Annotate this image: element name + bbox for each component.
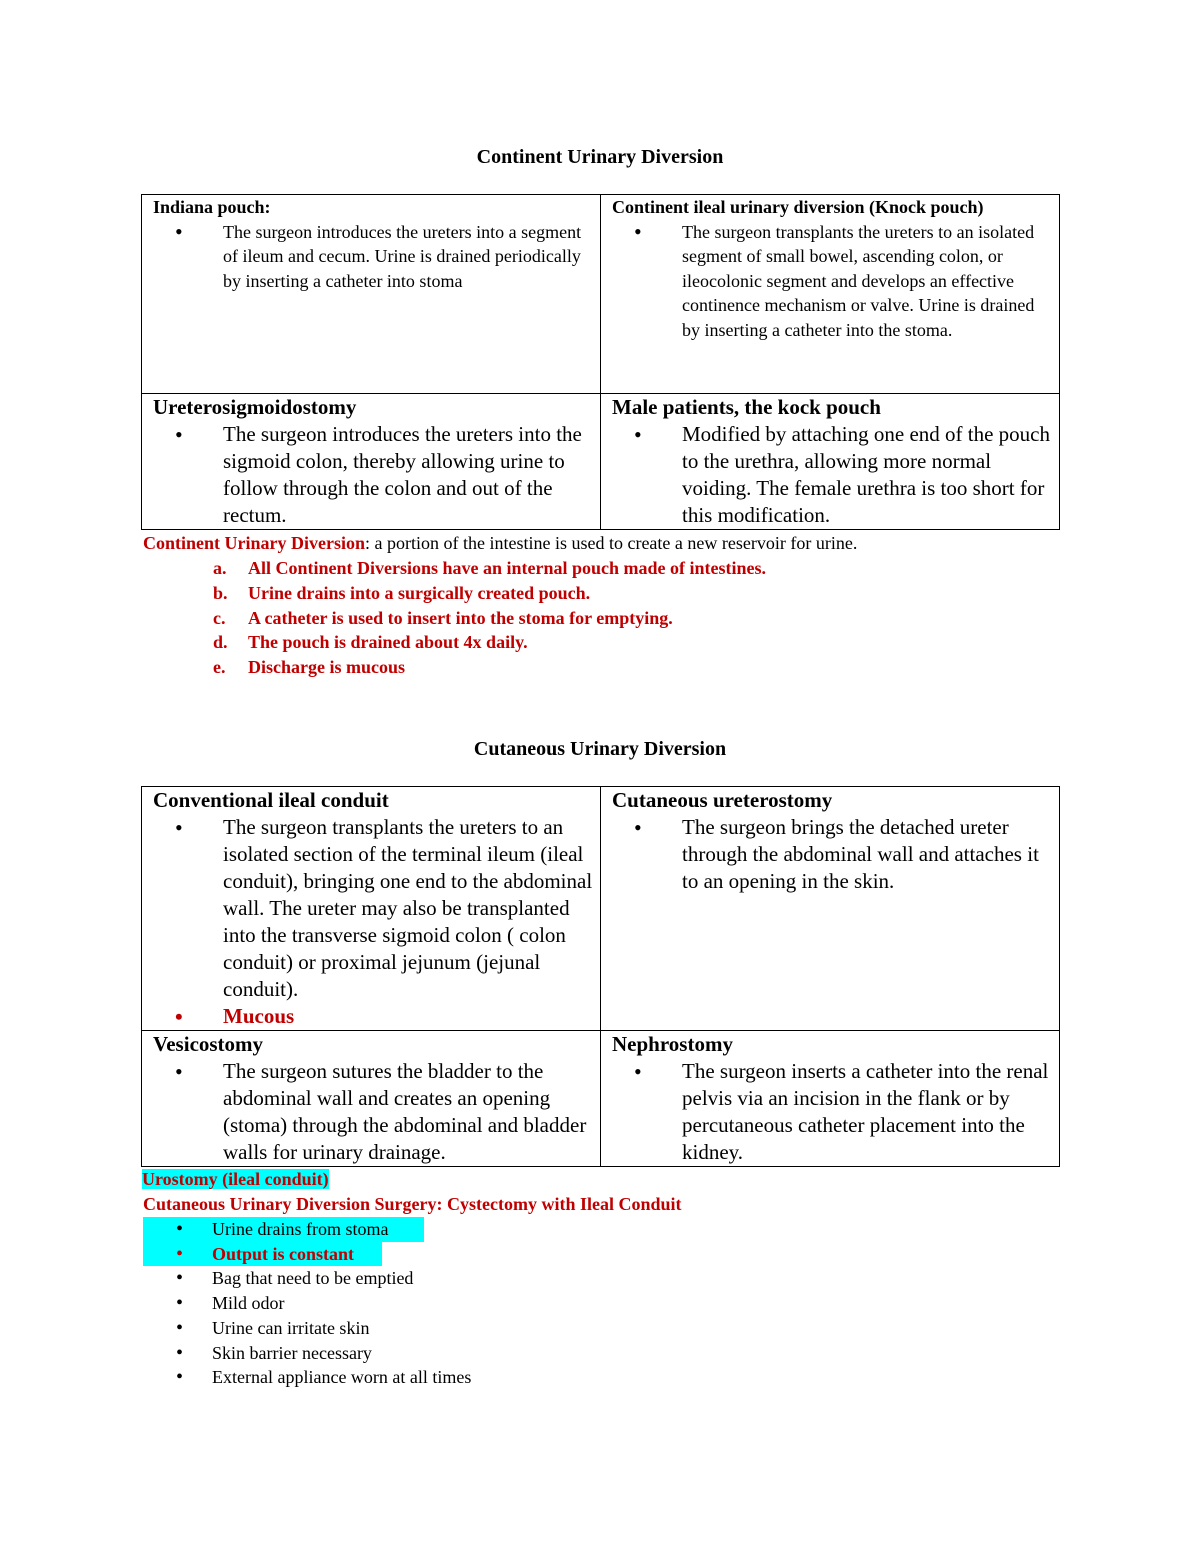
list-text: Bag that need to be emptied — [212, 1268, 414, 1289]
list-item: • The surgeon inserts a catheter into the renal pelvis via an incision in the flank or by percutaneous catheter placement into the kidney. — [682, 1058, 1053, 1166]
continent-diversion-table — [141, 194, 1060, 530]
list-item: • Urine drains from stoma — [143, 1217, 471, 1242]
list-item — [143, 630, 766, 655]
surgery-heading: Cutaneous Urinary Diversion Surgery: Cystectomy with Ileal Conduit — [143, 1194, 682, 1214]
list-item: • The surgeon transplants the ureters to an isolated section of the terminal ileum (ileal conduit), bringing one end to the abdominal wall. The ureter may also be transplanted into the transverse sigmoid colon ( colon conduit) or proximal jejunum (jejunal conduit). — [223, 814, 594, 1003]
table-cell — [601, 394, 1060, 530]
table-cell — [142, 787, 601, 1031]
list-item: • Modified by attaching one end of the pouch to the urethra, allowing more normal voiding. The female urethra is too short for this modification. — [682, 421, 1053, 529]
cell-heading: Vesicostomy — [153, 1032, 264, 1056]
section-title-cutaneous: Cutaneous Urinary Diversion — [473, 738, 727, 760]
list-marker: c. — [213, 607, 226, 628]
list-item: • External appliance worn at all times — [176, 1366, 472, 1389]
cutaneous-diversion-table — [141, 786, 1060, 1167]
table-cell — [601, 1031, 1060, 1167]
list-text: A catheter is used to insert into the stoma for emptying. — [248, 607, 673, 628]
list-item: • The surgeon sutures the bladder to the abdominal wall and creates an opening (stoma) through the abdominal and bladder walls for urinary drainage. — [223, 1058, 594, 1166]
list-item: • Skin barrier necessary — [176, 1341, 372, 1364]
list-item — [143, 655, 766, 680]
list-marker: a. — [213, 558, 227, 578]
list-item: • Mucous — [223, 1003, 594, 1030]
list-item: • The surgeon brings the detached ureter through the abdominal wall and attaches it to an opening in the skin. — [682, 814, 1053, 895]
cell-heading: Nephrostomy — [612, 1032, 733, 1056]
list-item — [143, 556, 766, 581]
table-cell — [601, 787, 1060, 1031]
urostomy-heading: Urostomy (ileal conduit) — [142, 1169, 329, 1189]
list-item: • Mild odor — [176, 1292, 285, 1315]
definition-line — [143, 531, 857, 556]
list-text: The pouch is drained about 4x daily. — [248, 632, 528, 653]
list-item — [143, 606, 766, 631]
definition-term: Continent Urinary Diversion — [143, 533, 365, 553]
table-cell — [142, 195, 601, 394]
list-text: Urine can irritate skin — [212, 1317, 370, 1338]
cell-heading: Ureterosigmoidostomy — [153, 395, 357, 419]
cell-heading: Male patients, the kock pouch — [612, 395, 881, 419]
cell-heading: Continent ileal urinary diversion (Knock pouch) — [612, 197, 984, 217]
list-item: • Bag that need to be emptied — [176, 1267, 414, 1290]
list-text: Output is constant — [212, 1243, 355, 1264]
key-points-list — [143, 556, 766, 680]
table-cell — [142, 1031, 601, 1167]
list-item: • The surgeon transplants the ureters to an isolated segment of small bowel, ascending colon, or ileocolonic segment and develops an effective continence mechanism or valve. Urine is drained by inserting a catheter into the stoma. — [682, 220, 1053, 343]
definition-text: : a portion of the intestine is used to create a new reservoir for urine. — [365, 533, 858, 553]
list-marker: d. — [213, 632, 228, 653]
list-item: • The surgeon introduces the ureters into the sigmoid colon, thereby allowing urine to follow through the colon and out of the rectum. — [223, 421, 594, 529]
list-text: Skin barrier necessary — [212, 1342, 372, 1363]
table-cell — [601, 195, 1060, 394]
list-text: Mild odor — [212, 1293, 285, 1314]
table-cell — [142, 394, 601, 530]
list-text: External appliance worn at all times — [212, 1367, 472, 1388]
list-item — [143, 581, 766, 606]
list-text: Urine drains from stoma — [212, 1219, 389, 1239]
urostomy-facts-list — [143, 1217, 471, 1390]
list-item: • Urine can irritate skin — [176, 1316, 370, 1339]
cell-heading: Cutaneous ureterostomy — [612, 788, 833, 812]
list-text: Urine drains into a surgically created pouch. — [248, 582, 591, 603]
list-text: All Continent Diversions have an internal pouch made of intestines. — [248, 558, 767, 578]
list-item: • Output is constant — [143, 1242, 471, 1267]
list-item: • The surgeon introduces the ureters into a segment of ileum and cecum. Urine is drained periodically by inserting a catheter into stoma — [223, 220, 594, 294]
section-title-continent: Continent Urinary Diversion — [476, 146, 724, 168]
list-marker: e. — [213, 657, 226, 678]
cell-heading: Indiana pouch: — [153, 197, 271, 217]
cell-heading: Conventional ileal conduit — [153, 788, 389, 812]
list-marker: b. — [213, 582, 228, 603]
list-text: Discharge is mucous — [248, 657, 405, 678]
